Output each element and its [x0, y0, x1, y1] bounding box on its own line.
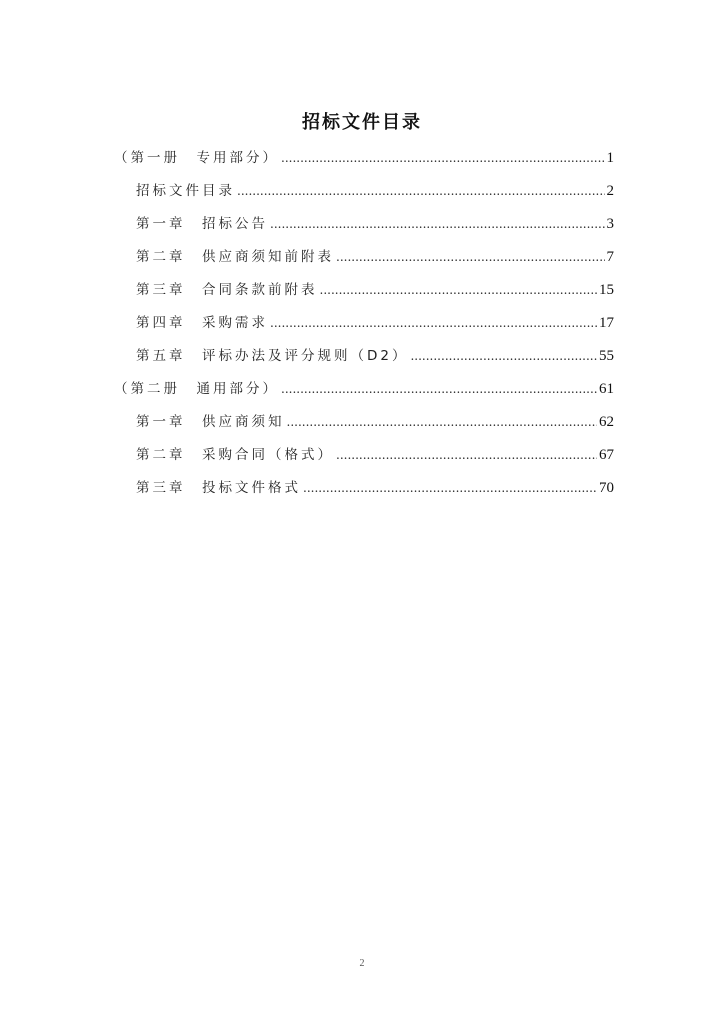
toc-entry-chapter-1[interactable]	[114, 212, 614, 245]
toc-entry-volume-2[interactable]	[114, 377, 614, 410]
toc-entry-chapter-3[interactable]	[114, 278, 614, 311]
toc-entry-page: 55	[599, 348, 614, 364]
toc-leader-dots	[410, 349, 597, 363]
toc-entry-page: 2	[606, 183, 614, 199]
toc-entry-label: 第一章 供应商须知	[136, 414, 285, 430]
toc-entry-page: 17	[599, 315, 614, 331]
toc-entry-label: 第三章 投标文件格式	[136, 480, 301, 496]
toc-entry-vol2-chapter-3[interactable]	[114, 476, 614, 509]
toc-entry-page: 62	[599, 414, 614, 430]
page-number: 2	[359, 958, 365, 969]
toc-entry-tender-index[interactable]	[114, 179, 614, 212]
toc-entry-label: （第二册 通用部分）	[114, 381, 279, 397]
toc-entry-label: （第一册 专用部分）	[114, 150, 279, 166]
toc-leader-dots	[237, 184, 605, 198]
toc-leader-dots	[270, 316, 597, 330]
toc-entry-page: 70	[599, 480, 614, 496]
toc-leader-dots	[287, 415, 598, 429]
toc-title: 招标文件目录	[302, 112, 422, 133]
toc-entry-page: 3	[606, 216, 614, 232]
toc-entry-label: 第三章 合同条款前附表	[136, 282, 318, 298]
toc-entry-chapter-5[interactable]	[114, 344, 614, 377]
toc-entry-label: 第二章 供应商须知前附表	[136, 249, 334, 265]
toc-leader-dots	[336, 250, 605, 264]
toc-leader-dots	[270, 217, 605, 231]
toc-leader-dots	[320, 283, 598, 297]
toc-entry-label: 第二章 采购合同（格式）	[136, 447, 334, 463]
toc-entry-chapter-4[interactable]	[114, 311, 614, 344]
toc-leader-dots	[336, 448, 597, 462]
table-of-contents	[114, 146, 614, 509]
toc-entry-label: 第五章 评标办法及评分规则（D2）	[136, 348, 409, 364]
toc-entry-volume-1[interactable]	[114, 146, 614, 179]
toc-entry-vol2-chapter-2[interactable]	[114, 443, 614, 476]
toc-entry-page: 1	[606, 150, 614, 166]
toc-entry-chapter-2[interactable]	[114, 245, 614, 278]
toc-entry-label: 第四章 采购需求	[136, 315, 268, 331]
toc-leader-dots	[281, 382, 597, 396]
toc-leader-dots	[281, 151, 605, 165]
toc-leader-dots	[303, 481, 597, 495]
toc-entry-label: 第一章 招标公告	[136, 216, 268, 232]
toc-entry-label: 招标文件目录	[136, 183, 235, 199]
toc-entry-page: 7	[606, 249, 614, 265]
toc-entry-page: 61	[599, 381, 614, 397]
toc-entry-vol2-chapter-1[interactable]	[114, 410, 614, 443]
toc-entry-page: 67	[599, 447, 614, 463]
toc-entry-page: 15	[599, 282, 614, 298]
